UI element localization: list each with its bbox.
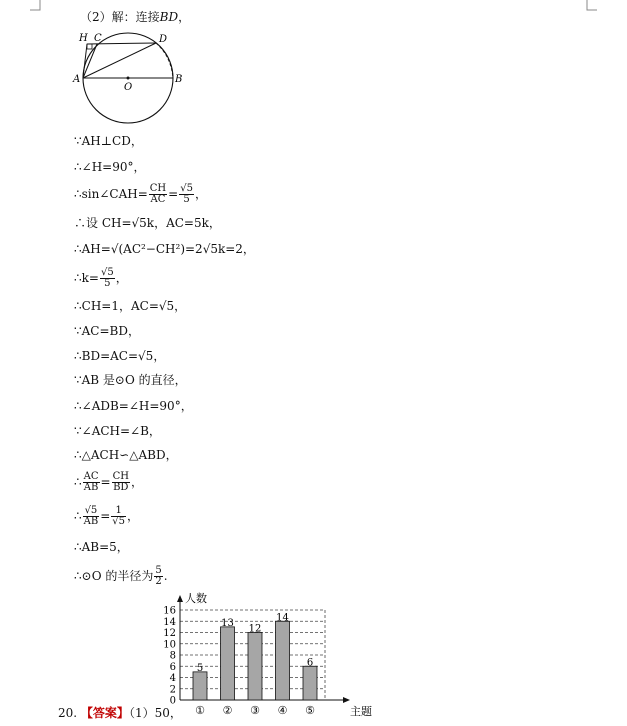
category-label: ① <box>195 704 205 717</box>
step-6-text: ∴k= <box>74 271 99 285</box>
step-13: ∴△ACH∽△ABD， <box>74 448 178 462</box>
question-20 <box>58 706 182 720</box>
bar <box>193 672 207 700</box>
right-angle-mark <box>87 44 92 49</box>
circle-diagram <box>70 30 200 130</box>
step-4: ∴设 CH=√5k，AC=5k， <box>74 216 221 230</box>
line-bd <box>156 43 173 78</box>
category-label: ③ <box>250 704 260 717</box>
step-8: ∵AC=BD， <box>74 324 140 338</box>
header-end: ， <box>178 10 191 24</box>
y-tick-label: 8 <box>169 650 176 662</box>
bar-value-label: 13 <box>221 617 234 629</box>
y-tick-label: 2 <box>169 684 176 696</box>
frac-ac-ab: $\frac{AC}{AB}$ <box>83 471 99 493</box>
frac-radius: $\frac{5}{2}$ <box>155 565 162 587</box>
frac-ch-ac: $\frac{CH}{AC}$ <box>149 183 167 205</box>
frac-sin-val: $\frac{√5}{5}$ <box>180 183 193 205</box>
step-17: ∴⊙O 的半径为 $\frac{5}{2}$ . <box>74 565 168 587</box>
step-7: ∴CH=1，AC=√5， <box>74 299 187 313</box>
step-1: ∵AH⊥CD， <box>74 134 143 148</box>
solution-header <box>80 10 190 24</box>
label-a: A <box>73 74 81 85</box>
step-6: ∴k= $\frac{√5}{5}$ ， <box>74 267 128 289</box>
y-axis-arrow <box>177 595 183 602</box>
bar-value-label: 12 <box>248 623 262 635</box>
bar <box>221 627 235 700</box>
label-o: O <box>124 82 133 93</box>
step-11: ∴∠ADB=∠H=90°， <box>74 399 193 413</box>
step-12: ∵∠ACH=∠B， <box>74 424 161 438</box>
answer-label: 【答案】 <box>80 706 129 720</box>
bar-chart <box>145 592 375 722</box>
step-16: ∴AB=5， <box>74 540 129 554</box>
bar-value-label: 5 <box>196 662 204 674</box>
x-axis-arrow <box>343 697 350 703</box>
y-tick-label: 4 <box>169 673 176 684</box>
label-h: H <box>79 33 88 44</box>
y-tick-label: 12 <box>163 628 176 639</box>
bar <box>303 666 317 700</box>
step-17-text: ∴⊙O 的半径为 <box>74 569 154 583</box>
y-axis-label: 人数 <box>185 592 207 605</box>
question-number: 20. <box>58 706 78 720</box>
frac-root5-ab: $\frac{√5}{AB}$ <box>83 505 99 527</box>
center-dot <box>127 77 130 80</box>
step-10: ∵AB 是⊙O 的直径， <box>74 373 187 387</box>
step-5: ∴AH=√(AC²−CH²)=2√5k=2， <box>74 242 255 256</box>
bar <box>276 621 290 700</box>
x-axis-label: 主题 <box>350 705 372 718</box>
frac-1-root5: $\frac{1}{√5}$ <box>112 505 126 527</box>
y-tick-label: 16 <box>163 605 176 617</box>
step-15: ∴ $\frac{√5}{AB}$ = $\frac{1}{√5}$ ， <box>74 505 140 527</box>
frac-k: $\frac{√5}{5}$ <box>100 267 114 289</box>
header-part: （2）解：连接 <box>80 10 160 24</box>
step-3-text: ∴sin∠CAH= <box>74 187 148 201</box>
bar-value-label: 14 <box>276 612 289 624</box>
step-14: ∴ $\frac{AC}{AB}$ = $\frac{CH}{BD}$ ， <box>74 471 143 493</box>
label-b: B <box>175 74 183 85</box>
category-label: ④ <box>277 704 288 717</box>
step-2: ∴∠H=90°， <box>74 160 146 174</box>
y-tick-label: 10 <box>163 639 176 651</box>
bar-value-label: 6 <box>306 657 314 669</box>
category-label: ⑤ <box>305 704 315 717</box>
header-seg: BD <box>159 10 179 24</box>
bar <box>248 633 262 701</box>
step-3: ∴sin∠CAH= $\frac{CH}{AC}$ = $\frac{√5}{5}$ ， <box>74 183 207 205</box>
category-label: ② <box>222 704 233 717</box>
y-tick-label: 6 <box>169 661 176 673</box>
label-c: C <box>94 33 102 44</box>
y-tick-label: 14 <box>163 616 176 628</box>
label-d: D <box>159 34 168 45</box>
answer-text: （1）50， <box>128 706 182 720</box>
step-9: ∴BD=AC=√5， <box>74 349 166 363</box>
y-tick-label: 0 <box>169 695 176 707</box>
frac-ch-bd: $\frac{CH}{BD}$ <box>112 471 129 493</box>
